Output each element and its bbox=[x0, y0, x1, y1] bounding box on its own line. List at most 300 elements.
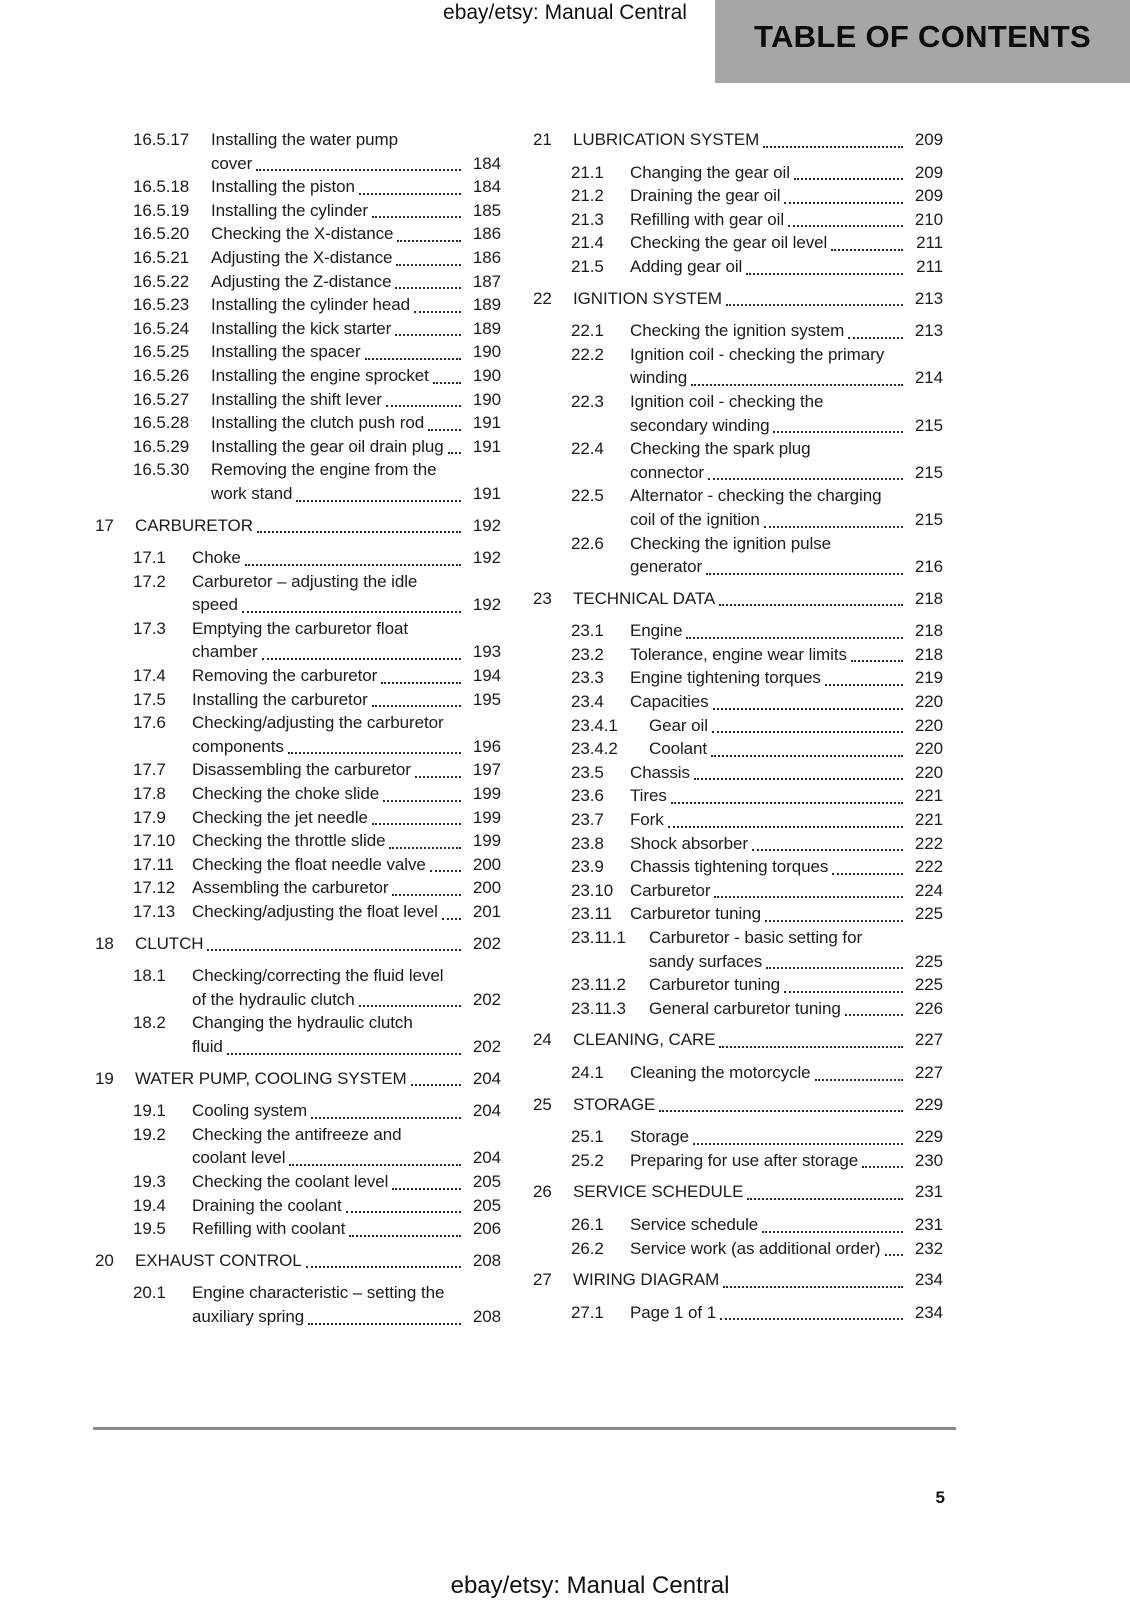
dot-leader bbox=[831, 231, 903, 251]
entry-title-line: Tires bbox=[630, 786, 667, 806]
dot-leader bbox=[694, 761, 903, 781]
entry-page: 232 bbox=[914, 1238, 943, 1258]
entry-number: 17.12 bbox=[133, 878, 176, 898]
entry-title-line: Carburetor bbox=[630, 880, 711, 900]
entry-number: 21.3 bbox=[571, 209, 604, 229]
entry-page: 226 bbox=[914, 998, 943, 1018]
table-of-contents bbox=[95, 128, 943, 1329]
entry-title bbox=[630, 255, 943, 279]
entry-title bbox=[630, 1125, 943, 1149]
entry-title bbox=[192, 688, 501, 712]
dot-leader bbox=[396, 246, 461, 266]
entry-title bbox=[211, 199, 501, 223]
entry-page: 192 bbox=[472, 515, 501, 535]
entry-title bbox=[192, 570, 501, 617]
entry-title-line: Page 1 of 1 bbox=[630, 1302, 717, 1322]
entry-number: 23 bbox=[533, 588, 552, 608]
dot-leader bbox=[383, 782, 461, 802]
entry-number: 23.11 bbox=[571, 904, 612, 924]
toc-entry bbox=[533, 666, 943, 690]
entry-number: 23.4.1 bbox=[571, 715, 618, 735]
dot-leader bbox=[712, 714, 903, 734]
toc-entry bbox=[95, 293, 501, 317]
dot-leader bbox=[395, 270, 461, 290]
entry-title bbox=[211, 435, 501, 459]
entry-number: 23.4.2 bbox=[571, 739, 618, 759]
entry-number: 17.3 bbox=[133, 618, 166, 638]
entry-page: 196 bbox=[472, 736, 501, 756]
entry-title bbox=[630, 1061, 943, 1085]
entry-page: 206 bbox=[472, 1219, 501, 1239]
dot-leader bbox=[414, 293, 461, 313]
entry-title bbox=[135, 1249, 501, 1273]
toc-entry bbox=[95, 853, 501, 877]
entry-number: 16.5.30 bbox=[133, 460, 190, 480]
entry-title-line: Checking/correcting the fluid level bbox=[192, 966, 444, 986]
toc-column-right bbox=[533, 128, 943, 1324]
entry-page: 218 bbox=[914, 588, 943, 608]
dot-leader bbox=[359, 175, 461, 195]
entry-page: 230 bbox=[914, 1150, 943, 1170]
entry-title-line: Checking the coolant level bbox=[192, 1171, 389, 1191]
toc-entry bbox=[533, 973, 943, 997]
entry-number: 16.5.26 bbox=[133, 365, 190, 385]
entry-page: 197 bbox=[472, 760, 501, 780]
entry-page: 195 bbox=[472, 689, 501, 709]
entry-page: 215 bbox=[914, 415, 943, 435]
entry-title bbox=[192, 806, 501, 830]
entry-title-line: Draining the coolant bbox=[192, 1195, 342, 1215]
entry-title-line: work stand bbox=[211, 483, 293, 503]
entry-title-line: Refilling with coolant bbox=[192, 1219, 346, 1239]
dot-leader bbox=[245, 546, 461, 566]
entry-title bbox=[649, 714, 943, 738]
entry-number: 27.1 bbox=[571, 1302, 604, 1322]
toc-entry bbox=[533, 1149, 943, 1173]
toc-entry bbox=[533, 532, 943, 579]
toc-entry bbox=[533, 287, 943, 311]
entry-title-line: secondary winding bbox=[630, 415, 770, 435]
dot-leader bbox=[788, 208, 903, 228]
toc-entry bbox=[533, 1061, 943, 1085]
toc-entry bbox=[533, 879, 943, 903]
dot-leader bbox=[825, 666, 903, 686]
dot-leader bbox=[773, 414, 903, 434]
entry-title-line: Alternator - checking the charging bbox=[630, 486, 882, 506]
toc-entry bbox=[95, 1011, 501, 1058]
toc-entry bbox=[533, 1093, 943, 1117]
dot-leader bbox=[411, 1067, 461, 1087]
entry-title-line: Changing the gear oil bbox=[630, 162, 790, 182]
entry-title bbox=[211, 246, 501, 270]
dot-leader bbox=[359, 988, 461, 1008]
dot-leader bbox=[306, 1249, 461, 1269]
entry-number: 27 bbox=[533, 1270, 552, 1290]
entry-title bbox=[211, 293, 501, 317]
entry-title bbox=[192, 1123, 501, 1170]
entry-page: 231 bbox=[914, 1214, 943, 1234]
entry-page: 192 bbox=[472, 595, 501, 615]
entry-title-line: Carburetor tuning bbox=[649, 975, 780, 995]
toc-entry bbox=[533, 808, 943, 832]
entry-title-line: Tolerance, engine wear limits bbox=[630, 644, 847, 664]
dot-leader bbox=[242, 593, 461, 613]
toc-entry bbox=[95, 435, 501, 459]
dot-leader bbox=[708, 461, 903, 481]
entry-title bbox=[630, 619, 943, 643]
entry-number: 19.5 bbox=[133, 1219, 166, 1239]
entry-number: 17.8 bbox=[133, 784, 166, 804]
entry-page: 201 bbox=[472, 902, 501, 921]
dot-leader bbox=[671, 784, 903, 804]
entry-page: 199 bbox=[472, 831, 501, 851]
entry-number: 17.4 bbox=[133, 666, 166, 686]
entry-title bbox=[630, 1301, 943, 1325]
entry-number: 25 bbox=[533, 1094, 552, 1114]
entry-page: 231 bbox=[914, 1182, 943, 1202]
toc-entry bbox=[533, 619, 943, 643]
entry-page: 234 bbox=[914, 1302, 943, 1322]
dot-leader bbox=[726, 287, 903, 307]
dot-leader bbox=[848, 319, 903, 339]
banner-title: TABLE OF CONTENTS bbox=[754, 18, 1091, 54]
entry-number: 19.2 bbox=[133, 1124, 166, 1144]
entry-number: 20.1 bbox=[133, 1283, 166, 1303]
dot-leader bbox=[262, 640, 461, 660]
entry-number: 16.5.27 bbox=[133, 389, 190, 409]
dot-leader bbox=[397, 222, 461, 242]
entry-title bbox=[192, 1217, 501, 1241]
entry-number: 23.11.1 bbox=[571, 928, 626, 947]
entry-number: 23.9 bbox=[571, 857, 604, 877]
entry-number: 23.1 bbox=[571, 621, 604, 641]
dot-leader bbox=[711, 737, 903, 757]
entry-page: 194 bbox=[472, 666, 501, 686]
entry-number: 26 bbox=[533, 1182, 552, 1202]
entry-title-line: fluid bbox=[192, 1036, 223, 1056]
entry-title-line: Checking the gear oil level bbox=[630, 233, 828, 253]
entry-number: 23.11.3 bbox=[571, 998, 626, 1018]
entry-number: 18.1 bbox=[133, 966, 166, 986]
toc-entry bbox=[95, 388, 501, 412]
entry-title-line: Checking the ignition pulse bbox=[630, 533, 832, 553]
dot-leader bbox=[668, 808, 903, 828]
entry-title bbox=[630, 879, 943, 903]
dot-leader bbox=[794, 161, 903, 181]
toc-entry bbox=[95, 829, 501, 853]
entry-title bbox=[192, 711, 501, 758]
entry-page: 222 bbox=[914, 833, 943, 853]
entry-number: 17.6 bbox=[133, 713, 166, 733]
dot-leader bbox=[659, 1093, 903, 1113]
entry-page: 199 bbox=[472, 784, 501, 804]
entry-number: 22.1 bbox=[571, 321, 604, 341]
entry-page: 234 bbox=[914, 1270, 943, 1290]
entry-title-line: Installing the gear oil drain plug bbox=[211, 436, 444, 456]
toc-entry bbox=[95, 1249, 501, 1273]
entry-page: 214 bbox=[914, 368, 943, 388]
entry-page: 209 bbox=[914, 162, 943, 182]
dot-leader bbox=[885, 1237, 904, 1257]
entry-title bbox=[630, 643, 943, 667]
dot-leader bbox=[723, 1268, 903, 1288]
entry-page: 221 bbox=[914, 810, 943, 830]
entry-number: 17.13 bbox=[133, 902, 176, 921]
entry-number: 26.1 bbox=[571, 1214, 604, 1234]
dot-leader bbox=[765, 902, 903, 922]
dot-leader bbox=[428, 411, 461, 431]
entry-title-line: Checking/adjusting the float level bbox=[192, 902, 438, 921]
toc-entry bbox=[95, 222, 501, 246]
dot-leader bbox=[766, 950, 903, 970]
entry-title bbox=[192, 876, 501, 900]
entry-title-line: Chassis tightening torques bbox=[630, 857, 829, 877]
toc-entry bbox=[95, 1067, 501, 1091]
entry-title bbox=[649, 737, 943, 761]
entry-title bbox=[192, 1170, 501, 1194]
entry-title-line: Capacities bbox=[630, 692, 709, 712]
toc-entry bbox=[533, 832, 943, 856]
entry-title bbox=[630, 343, 943, 390]
toc-entry bbox=[95, 1281, 501, 1328]
entry-title bbox=[192, 1099, 501, 1123]
toc-entry bbox=[95, 175, 501, 199]
entry-page: 220 bbox=[914, 762, 943, 782]
toc-entry bbox=[533, 690, 943, 714]
entry-title-line: sandy surfaces bbox=[649, 951, 763, 971]
entry-number: 22 bbox=[533, 288, 552, 308]
entry-title bbox=[630, 666, 943, 690]
entry-page: 189 bbox=[472, 318, 501, 338]
toc-entry bbox=[95, 782, 501, 806]
dot-leader bbox=[289, 1146, 461, 1166]
entry-title bbox=[573, 1268, 943, 1292]
dot-leader bbox=[719, 587, 903, 607]
entry-title-line: Carburetor - basic setting for bbox=[649, 928, 863, 947]
entry-page: 199 bbox=[472, 807, 501, 827]
entry-title-line: LUBRICATION SYSTEM bbox=[573, 130, 760, 149]
dot-leader bbox=[762, 1213, 903, 1233]
toc-entry bbox=[533, 128, 943, 152]
entry-title-line: Engine bbox=[630, 621, 683, 641]
entry-title bbox=[649, 997, 943, 1021]
toc-entry bbox=[533, 784, 943, 808]
entry-title bbox=[211, 175, 501, 199]
entry-title-line: Checking the antifreeze and bbox=[192, 1124, 402, 1144]
entry-title bbox=[630, 808, 943, 832]
toc-entry bbox=[533, 1268, 943, 1292]
entry-title bbox=[192, 964, 501, 1011]
toc-entry bbox=[533, 343, 943, 390]
entry-page: 227 bbox=[914, 1030, 943, 1050]
entry-number: 23.8 bbox=[571, 833, 604, 853]
entry-page: 204 bbox=[472, 1101, 501, 1121]
toc-entry bbox=[533, 855, 943, 879]
entry-title-line: cover bbox=[211, 153, 253, 173]
entry-page: 225 bbox=[914, 951, 943, 971]
toc-entry bbox=[95, 711, 501, 758]
dot-leader bbox=[392, 1170, 461, 1190]
entry-page: 200 bbox=[472, 854, 501, 874]
entry-title-line: Cooling system bbox=[192, 1101, 308, 1121]
entry-title bbox=[630, 484, 943, 531]
entry-number: 23.2 bbox=[571, 644, 604, 664]
entry-title-line: WIRING DIAGRAM bbox=[573, 1270, 720, 1290]
entry-title bbox=[192, 900, 501, 924]
dot-leader bbox=[714, 879, 903, 899]
entry-title bbox=[630, 208, 943, 232]
toc-entry bbox=[95, 688, 501, 712]
entry-title-line: Checking/adjusting the carburetor bbox=[192, 713, 444, 733]
entry-title bbox=[135, 1067, 501, 1091]
entry-title-line: Checking the ignition system bbox=[630, 321, 845, 341]
entry-title-line: TECHNICAL DATA bbox=[573, 588, 716, 608]
entry-title-line: Gear oil bbox=[649, 715, 708, 735]
entry-title-line: Installing the kick starter bbox=[211, 318, 392, 338]
toc-entry bbox=[95, 458, 501, 505]
entry-title-line: Preparing for use after storage bbox=[630, 1150, 859, 1170]
entry-page: 227 bbox=[914, 1062, 943, 1082]
entry-title bbox=[192, 1281, 501, 1328]
entry-page: 218 bbox=[914, 621, 943, 641]
entry-title-line: Disassembling the carburetor bbox=[192, 760, 411, 780]
entry-title bbox=[211, 411, 501, 435]
toc-entry bbox=[533, 761, 943, 785]
dot-leader bbox=[372, 199, 461, 219]
entry-title bbox=[192, 1194, 501, 1218]
entry-page: 220 bbox=[914, 692, 943, 712]
toc-entry bbox=[533, 926, 943, 973]
entry-title bbox=[211, 317, 501, 341]
entry-title bbox=[192, 853, 501, 877]
entry-title-line: Assembling the carburetor bbox=[192, 878, 389, 898]
entry-title-line: Ignition coil - checking the bbox=[630, 391, 824, 411]
dot-leader bbox=[433, 364, 461, 384]
entry-number: 21.5 bbox=[571, 256, 604, 276]
entry-number: 25.1 bbox=[571, 1127, 604, 1147]
dot-leader bbox=[308, 1305, 461, 1325]
dot-leader bbox=[686, 619, 903, 639]
toc-entry bbox=[95, 199, 501, 223]
toc-entry bbox=[95, 758, 501, 782]
dot-leader bbox=[719, 1028, 903, 1048]
entry-number: 16.5.18 bbox=[133, 177, 190, 197]
entry-number: 19 bbox=[95, 1068, 114, 1088]
entry-page: 186 bbox=[472, 247, 501, 267]
entry-title bbox=[630, 784, 943, 808]
entry-page: 209 bbox=[914, 130, 943, 149]
entry-title-line: Checking the choke slide bbox=[192, 784, 380, 804]
entry-title-line: Changing the hydraulic clutch bbox=[192, 1013, 413, 1033]
entry-page: 186 bbox=[472, 224, 501, 244]
dot-leader bbox=[207, 932, 461, 952]
entry-number: 21.1 bbox=[571, 162, 604, 182]
entry-page: 185 bbox=[472, 200, 501, 220]
entry-title-line: Storage bbox=[630, 1127, 689, 1147]
entry-title-line: Choke bbox=[192, 548, 241, 568]
entry-number: 16.5.25 bbox=[133, 342, 190, 362]
toc-entry bbox=[533, 208, 943, 232]
table-of-contents-banner bbox=[715, 0, 1130, 83]
entry-title-line: Engine characteristic – setting the bbox=[192, 1283, 445, 1303]
toc-entry bbox=[95, 964, 501, 1011]
entry-number: 17.1 bbox=[133, 548, 166, 568]
entry-title bbox=[573, 1180, 943, 1204]
toc-entry bbox=[533, 319, 943, 343]
entry-title-line: Installing the carburetor bbox=[192, 689, 368, 709]
entry-title-line: Checking the throttle slide bbox=[192, 831, 386, 851]
entry-number: 23.5 bbox=[571, 762, 604, 782]
entry-page: 192 bbox=[472, 548, 501, 568]
entry-number: 21.4 bbox=[571, 233, 604, 253]
entry-number: 23.7 bbox=[571, 810, 604, 830]
entry-title-line: Checking the float needle valve bbox=[192, 854, 426, 874]
entry-page: 191 bbox=[472, 436, 501, 456]
entry-title-line: Installing the clutch push rod bbox=[211, 413, 425, 433]
entry-number: 22.2 bbox=[571, 344, 604, 364]
entry-title-line: coil of the ignition bbox=[630, 509, 760, 529]
entry-page: 211 bbox=[916, 256, 943, 276]
dot-leader bbox=[372, 806, 461, 826]
toc-entry bbox=[95, 617, 501, 664]
toc-entry bbox=[533, 714, 943, 738]
dot-leader bbox=[752, 832, 903, 852]
entry-number: 19.3 bbox=[133, 1171, 166, 1191]
entry-title-line: Removing the engine from the bbox=[211, 460, 437, 480]
entry-title bbox=[630, 319, 943, 343]
entry-number: 17 bbox=[95, 515, 114, 535]
toc-entry bbox=[95, 570, 501, 617]
entry-number: 16.5.17 bbox=[133, 130, 190, 149]
entry-page: 202 bbox=[472, 989, 501, 1009]
footer-site-label: ebay/etsy: Manual Central bbox=[450, 1572, 730, 1599]
entry-page: 191 bbox=[472, 483, 501, 503]
entry-title-line: STORAGE bbox=[573, 1094, 656, 1114]
toc-entry bbox=[533, 255, 943, 279]
entry-page: 193 bbox=[472, 642, 501, 662]
toc-entry bbox=[95, 1170, 501, 1194]
entry-page: 215 bbox=[914, 462, 943, 482]
entry-title-line: Removing the carburetor bbox=[192, 666, 378, 686]
dot-leader bbox=[381, 664, 461, 684]
entry-title bbox=[649, 973, 943, 997]
entry-page: 221 bbox=[914, 786, 943, 806]
entry-page: 202 bbox=[472, 933, 501, 953]
entry-title-line: components bbox=[192, 736, 284, 756]
toc-entry bbox=[533, 1125, 943, 1149]
dot-leader bbox=[720, 1301, 903, 1321]
entry-title-line: winding bbox=[630, 368, 688, 388]
entry-page: 219 bbox=[914, 668, 943, 688]
entry-title-line: CLEANING, CARE bbox=[573, 1030, 716, 1050]
entry-number: 23.10 bbox=[571, 880, 614, 900]
entry-title bbox=[211, 364, 501, 388]
entry-number: 22.5 bbox=[571, 486, 604, 506]
dot-leader bbox=[763, 128, 903, 148]
entry-title-line: CLUTCH bbox=[135, 933, 204, 953]
entry-title-line: Installing the cylinder head bbox=[211, 295, 411, 315]
entry-title-line: Shock absorber bbox=[630, 833, 748, 853]
toc-entry bbox=[95, 270, 501, 294]
dot-leader bbox=[288, 735, 461, 755]
entry-title bbox=[211, 388, 501, 412]
entry-number: 17.11 bbox=[133, 854, 174, 874]
entry-number: 16.5.21 bbox=[133, 247, 190, 267]
dot-leader bbox=[832, 855, 903, 875]
entry-page: 204 bbox=[472, 1148, 501, 1168]
entry-title bbox=[192, 664, 501, 688]
entry-number: 18 bbox=[95, 933, 114, 953]
